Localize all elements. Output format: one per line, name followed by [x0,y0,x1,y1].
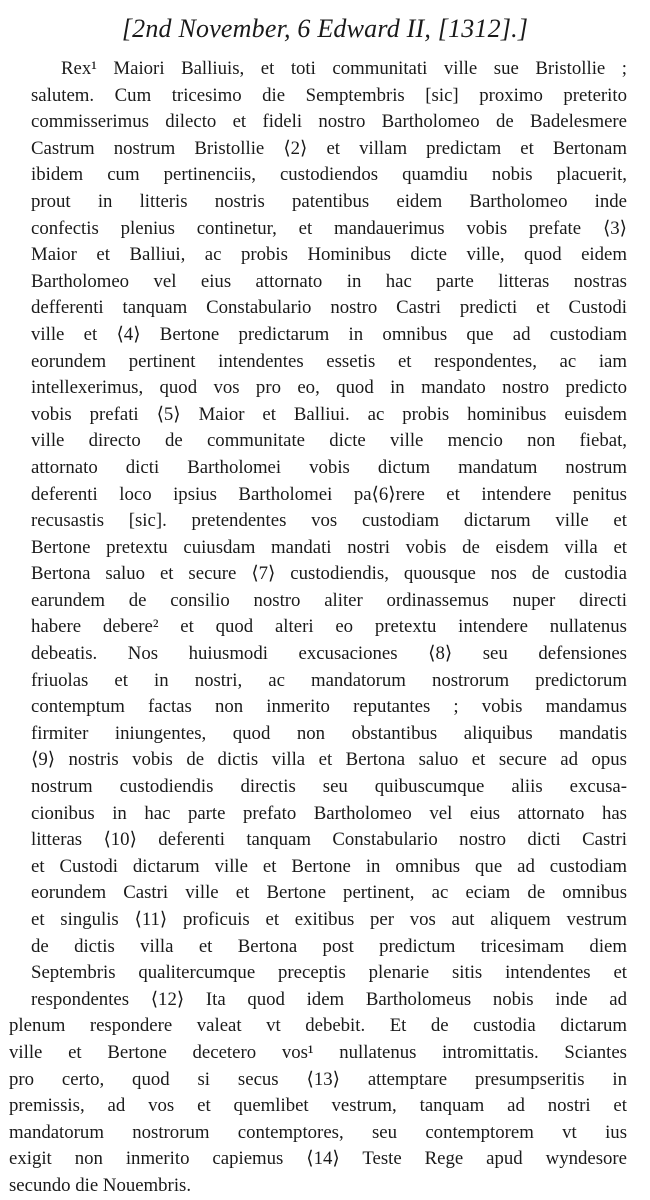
text-line: salutem. Cum tricesimo die Semptembris [sic] proximo preterito [31,84,627,106]
text-line: Rex¹ Maiori Balliuis, et toti communitati ville sue Bristollie ; [61,58,627,79]
text-line: debeatis. Nos huiusmodi excusaciones ⟨8⟩ seu defensiones [31,643,627,665]
text-line: mandatorum nostrorum contemptores, seu contemptorem vt ius [9,1121,627,1143]
text-line: earundem de consilio nostro aliter ordinassemus nuper directi [31,589,627,611]
text-line: intellexerimus, quod vos pro eo, quod in mandato nostro predicto [31,377,627,399]
text-line: confectis plenius continetur, et mandauerimus vobis prefate ⟨3⟩ [31,217,627,239]
text-line: habere debere² et quod alteri eo pretextu intendere nullatenus [31,616,627,638]
text-line: pro certo, quod si secus ⟨13⟩ attemptare presumpseritis in [9,1068,627,1090]
text-line: eorundem pertinent intendentes essetis et respondentes, ac iam [31,350,627,372]
text-line: ville et Bertone decetero vos¹ nullatenus intromittatis. Sciantes [9,1041,627,1063]
text-line: deferenti loco ipsius Bartholomei pa⟨6⟩rere et intendere penitus [31,483,627,505]
text-line: Maior et Balliui, ac probis Hominibus dicte ville, quod eidem [31,244,627,266]
text-line: defferenti tanquam Constabulario nostro Castri predicti et Custodi [31,297,627,319]
text-line: litteras ⟨10⟩ deferenti tanquam Constabulario nostro dicti Castri [31,829,627,851]
text-line: firmiter iniungentes, quod non obstantibus aliquibus mandatis [31,722,627,744]
text-line: Bertona saluo et secure ⟨7⟩ custodiendis, quousque nos de custodia [31,563,627,585]
text-line: prout in litteris nostris patentibus eidem Bartholomeo inde [31,190,627,212]
text-line: cionibus in hac parte prefato Bartholomeo vel eius attornato has [31,802,627,824]
text-line: Septembris qualitercumque preceptis plenarie sitis intendentes et [31,962,627,984]
text-line: ⟨9⟩ nostris vobis de dictis villa et Bertona saluo et secure ad opus [31,749,627,771]
text-line: respondentes ⟨12⟩ Ita quod idem Bartholomeus nobis inde ad [31,988,627,1010]
document-body [0,56,650,1200]
text-line: ville et ⟨4⟩ Bertone predictarum in omnibus que ad custodiam [31,323,627,345]
text-line: recusastis [sic]. pretendentes vos custodiam dictarum ville et [31,510,627,532]
text-line: Bartholomeo vel eius attornato in hac parte litteras nostras [31,270,627,292]
text-line: et singulis ⟨11⟩ proficuis et exitibus per vos aut aliquem vestrum [31,909,627,930]
text-line: et Custodi dictarum ville et Bertone in omnibus que ad custodiam [31,855,627,877]
text-line: commisserimus dilecto et fideli nostro Bartholomeo de Badelesmere [31,111,627,133]
text-line: friuolas et in nostri, ac mandatorum nostrorum predictorum [31,669,627,691]
text-line: de dictis villa et Bertona post predictum tricesimam diem [31,935,627,957]
text-line: ibidem cum pertinenciis, custodiendos quamdiu nobis placuerit, [31,164,627,186]
text-line: exigit non inmerito capiemus ⟨14⟩ Teste Rege apud wyndesore [9,1148,627,1170]
text-line: eorundem Castri ville et Bertone pertinent, ac eciam de omnibus [31,882,627,904]
text-line: Bertone pretextu cuiusdam mandati nostri vobis de eisdem villa et [31,536,627,558]
text-line: Castrum nostrum Bristollie ⟨2⟩ et villam predictam et Bertonam [31,137,627,159]
text-line: ville directo de communitate dicte ville mencio non fiebat, [31,430,627,452]
text-line: nostrum custodiendis directis seu quibuscumque aliis excusa- [31,776,627,798]
text-line: premissis, ad vos et quemlibet vestrum, tanquam ad nostri et [9,1095,627,1117]
text-line: plenum respondere valeat vt debebit. Et de custodia dictarum [9,1015,627,1037]
text-line: attornato dicti Bartholomei vobis dictum mandatum nostrum [31,456,627,478]
text-line: contemptum factas non inmerito reputantes ; vobis mandamus [31,696,627,718]
text-line: secundo die Nouembris. [9,1174,192,1196]
text-line: vobis prefati ⟨5⟩ Maior et Balliui. ac probis hominibus euisdem [31,403,627,425]
document-heading: [2nd November, 6 Edward II, [1312].] [121,14,529,43]
